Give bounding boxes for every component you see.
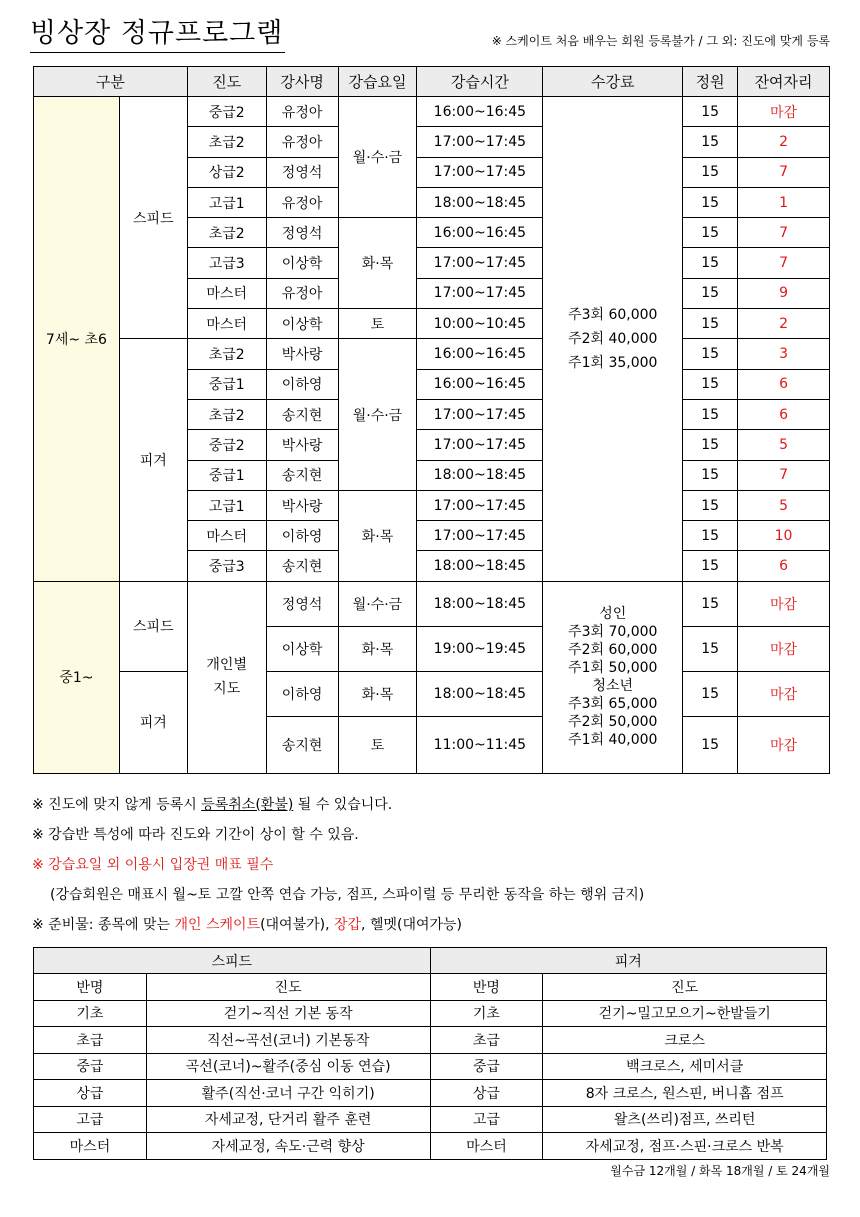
age-group-adult: 중1~ bbox=[34, 581, 120, 773]
remaining-cell: 마감 bbox=[738, 716, 830, 773]
remaining-cell: 9 bbox=[738, 278, 830, 308]
level-cell: 마스터 bbox=[187, 521, 266, 551]
fee-line: 주2회 40,000 bbox=[568, 330, 658, 347]
level-line: 개인별 bbox=[206, 657, 247, 674]
remaining-cell: 3 bbox=[738, 339, 830, 369]
class-name: 고급 bbox=[34, 1106, 147, 1133]
coach-cell: 정영석 bbox=[266, 157, 338, 187]
header-level: 진도 bbox=[187, 67, 266, 97]
level-cell: 중급2 bbox=[187, 97, 266, 127]
class-name: 상급 bbox=[430, 1080, 543, 1107]
days-cell: 화·목 bbox=[338, 671, 417, 716]
time-cell: 16:00~16:45 bbox=[417, 369, 543, 399]
remaining-cell: 6 bbox=[738, 399, 830, 429]
capacity-cell: 15 bbox=[683, 490, 738, 520]
time-cell: 17:00~17:45 bbox=[417, 278, 543, 308]
level-cell: 초급2 bbox=[187, 127, 266, 157]
coach-cell: 정영석 bbox=[266, 218, 338, 248]
time-cell: 18:00~18:45 bbox=[417, 581, 543, 626]
fee-line: 성인 bbox=[599, 606, 627, 623]
level-cell: 고급3 bbox=[187, 248, 266, 278]
table-row bbox=[34, 97, 830, 127]
note-text: (대여불가), bbox=[260, 917, 334, 933]
remaining-cell: 마감 bbox=[738, 626, 830, 671]
header-capacity: 정원 bbox=[683, 67, 738, 97]
class-desc: 걷기~밀고모으기~한발들기 bbox=[543, 1000, 827, 1027]
table-row bbox=[34, 1053, 827, 1080]
time-cell: 18:00~18:45 bbox=[417, 187, 543, 217]
coach-cell: 이상학 bbox=[266, 248, 338, 278]
remaining-cell: 2 bbox=[738, 309, 830, 339]
time-cell: 17:00~17:45 bbox=[417, 127, 543, 157]
col-class: 반명 bbox=[34, 974, 147, 1001]
note-text: 될 수 있습니다. bbox=[293, 797, 393, 813]
table-row bbox=[34, 1000, 827, 1027]
remaining-cell: 6 bbox=[738, 369, 830, 399]
time-cell: 11:00~11:45 bbox=[417, 716, 543, 773]
table-header-row bbox=[34, 67, 830, 97]
level-cell: 마스터 bbox=[187, 278, 266, 308]
class-desc: 백크로스, 세미서클 bbox=[543, 1053, 827, 1080]
note-emphasis: 개인 스케이트 bbox=[174, 917, 261, 933]
days-cell: 월·수·금 bbox=[338, 97, 417, 218]
coach-cell: 송지현 bbox=[266, 399, 338, 429]
table-row bbox=[34, 671, 830, 716]
capacity-cell: 15 bbox=[683, 278, 738, 308]
level-cell: 중급1 bbox=[187, 460, 266, 490]
capacity-cell: 15 bbox=[683, 399, 738, 429]
fee-line: 주3회 60,000 bbox=[568, 306, 658, 323]
capacity-cell: 15 bbox=[683, 671, 738, 716]
category-figure: 피겨 bbox=[119, 339, 187, 581]
class-name: 기초 bbox=[430, 1000, 543, 1027]
class-desc: 8자 크로스, 원스핀, 버니홉 점프 bbox=[543, 1080, 827, 1107]
category-figure: 피겨 bbox=[119, 671, 187, 773]
time-cell: 17:00~17:45 bbox=[417, 430, 543, 460]
note-line: (강습회원은 매표시 월~토 고깔 안쪽 연습 가능, 점프, 스파이럴 등 무리한 동작을 하는 행위 금지) bbox=[50, 887, 645, 903]
fee-line: 주1회 50,000 bbox=[568, 660, 658, 677]
schedule-table bbox=[33, 66, 830, 774]
note-text: ※ 준비물: 종목에 맞는 bbox=[32, 917, 175, 933]
remaining-cell: 1 bbox=[738, 187, 830, 217]
days-cell: 화·목 bbox=[338, 218, 417, 309]
level-figure-title: 피겨 bbox=[430, 948, 827, 974]
capacity-cell: 15 bbox=[683, 369, 738, 399]
remaining-cell: 2 bbox=[738, 127, 830, 157]
remaining-cell: 마감 bbox=[738, 97, 830, 127]
age-group-kids: 7세~ 초6 bbox=[34, 97, 120, 582]
table-row bbox=[34, 339, 830, 369]
table-row bbox=[34, 1080, 827, 1107]
capacity-cell: 15 bbox=[683, 97, 738, 127]
class-name: 기초 bbox=[34, 1000, 147, 1027]
note-emphasis: 등록취소(환불) bbox=[201, 797, 294, 813]
capacity-cell: 15 bbox=[683, 626, 738, 671]
class-name: 고급 bbox=[430, 1106, 543, 1133]
capacity-cell: 15 bbox=[683, 716, 738, 773]
time-cell: 18:00~18:45 bbox=[417, 551, 543, 581]
coach-cell: 정영석 bbox=[266, 581, 338, 626]
level-table bbox=[33, 947, 827, 1160]
note-line: ※ 강습반 특성에 따라 진도와 기간이 상이 할 수 있음. bbox=[32, 827, 359, 843]
level-cell: 초급2 bbox=[187, 339, 266, 369]
class-name: 마스터 bbox=[34, 1133, 147, 1160]
registration-note: ※ 스케이트 처음 배우는 회원 등록불가 / 그 외: 진도에 맞게 등록 bbox=[491, 34, 830, 48]
fee-line: 주3회 70,000 bbox=[568, 624, 658, 641]
class-name: 초급 bbox=[430, 1027, 543, 1054]
capacity-cell: 15 bbox=[683, 521, 738, 551]
coach-cell: 유정아 bbox=[266, 97, 338, 127]
level-cell: 상급2 bbox=[187, 157, 266, 187]
note-line bbox=[32, 790, 644, 820]
level-line: 지도 bbox=[213, 681, 241, 698]
time-cell: 17:00~17:45 bbox=[417, 490, 543, 520]
fee-line: 주2회 50,000 bbox=[568, 714, 658, 731]
fee-line: 주2회 60,000 bbox=[568, 642, 658, 659]
level-speed-title: 스피드 bbox=[34, 948, 431, 974]
time-cell: 16:00~16:45 bbox=[417, 218, 543, 248]
fee-line: 주1회 40,000 bbox=[568, 732, 658, 749]
header-remaining: 잔여자리 bbox=[738, 67, 830, 97]
capacity-cell: 15 bbox=[683, 460, 738, 490]
coach-cell: 이상학 bbox=[266, 309, 338, 339]
coach-cell: 송지현 bbox=[266, 551, 338, 581]
capacity-cell: 15 bbox=[683, 127, 738, 157]
coach-cell: 유정아 bbox=[266, 127, 338, 157]
fee-cell-adult bbox=[543, 581, 683, 773]
capacity-cell: 15 bbox=[683, 339, 738, 369]
time-cell: 10:00~10:45 bbox=[417, 309, 543, 339]
time-cell: 16:00~16:45 bbox=[417, 97, 543, 127]
coach-cell: 박사랑 bbox=[266, 339, 338, 369]
capacity-cell: 15 bbox=[683, 187, 738, 217]
class-desc: 자세교정, 속도·근력 향상 bbox=[146, 1133, 430, 1160]
class-desc: 직선~곡선(코너) 기본동작 bbox=[146, 1027, 430, 1054]
duration-footer: 월수금 12개월 / 화목 18개월 / 토 24개월 bbox=[610, 1164, 830, 1178]
class-desc: 왈츠(쓰리)점프, 쓰리턴 bbox=[543, 1106, 827, 1133]
time-cell: 18:00~18:45 bbox=[417, 671, 543, 716]
class-desc: 곡선(코너)~활주(중심 이동 연습) bbox=[146, 1053, 430, 1080]
coach-cell: 이하영 bbox=[266, 369, 338, 399]
level-cell: 초급2 bbox=[187, 399, 266, 429]
capacity-cell: 15 bbox=[683, 581, 738, 626]
time-cell: 18:00~18:45 bbox=[417, 460, 543, 490]
notes-section bbox=[32, 790, 644, 940]
time-cell: 17:00~17:45 bbox=[417, 521, 543, 551]
header-category: 구분 bbox=[34, 67, 188, 97]
table-row bbox=[34, 1027, 827, 1054]
class-desc: 자세교정, 점프·스핀·크로스 반복 bbox=[543, 1133, 827, 1160]
class-desc: 자세교정, 단거리 활주 훈련 bbox=[146, 1106, 430, 1133]
level-cell: 중급3 bbox=[187, 551, 266, 581]
note-text: , 헬멧(대여가능) bbox=[361, 917, 463, 933]
coach-cell: 유정아 bbox=[266, 278, 338, 308]
capacity-cell: 15 bbox=[683, 309, 738, 339]
capacity-cell: 15 bbox=[683, 551, 738, 581]
class-name: 중급 bbox=[430, 1053, 543, 1080]
time-cell: 17:00~17:45 bbox=[417, 399, 543, 429]
days-cell: 화·목 bbox=[338, 490, 417, 581]
fee-line: 주1회 35,000 bbox=[568, 354, 658, 371]
level-cell: 초급2 bbox=[187, 218, 266, 248]
coach-cell: 박사랑 bbox=[266, 430, 338, 460]
coach-cell: 이상학 bbox=[266, 626, 338, 671]
remaining-cell: 6 bbox=[738, 551, 830, 581]
class-name: 상급 bbox=[34, 1080, 147, 1107]
days-cell: 토 bbox=[338, 309, 417, 339]
col-class: 반명 bbox=[430, 974, 543, 1001]
coach-cell: 이하영 bbox=[266, 521, 338, 551]
note-emphasis: 장갑 bbox=[333, 917, 362, 933]
fee-line: 청소년 bbox=[592, 678, 634, 695]
level-cell-individual bbox=[187, 581, 266, 773]
note-text: ※ 진도에 맞지 않게 등록시 bbox=[32, 797, 202, 813]
table-row bbox=[34, 1133, 827, 1160]
level-cell: 고급1 bbox=[187, 187, 266, 217]
table-row bbox=[34, 1106, 827, 1133]
coach-cell: 유정아 bbox=[266, 187, 338, 217]
remaining-cell: 7 bbox=[738, 460, 830, 490]
coach-cell: 이하영 bbox=[266, 671, 338, 716]
days-cell: 토 bbox=[338, 716, 417, 773]
days-cell: 월·수·금 bbox=[338, 339, 417, 490]
coach-cell: 송지현 bbox=[266, 460, 338, 490]
remaining-cell: 5 bbox=[738, 490, 830, 520]
col-progress: 진도 bbox=[543, 974, 827, 1001]
class-desc: 크로스 bbox=[543, 1027, 827, 1054]
table-row bbox=[34, 581, 830, 626]
time-cell: 19:00~19:45 bbox=[417, 626, 543, 671]
level-cell: 고급1 bbox=[187, 490, 266, 520]
remaining-cell: 7 bbox=[738, 248, 830, 278]
level-cell: 중급1 bbox=[187, 369, 266, 399]
time-cell: 17:00~17:45 bbox=[417, 157, 543, 187]
level-cell: 마스터 bbox=[187, 309, 266, 339]
capacity-cell: 15 bbox=[683, 218, 738, 248]
note-line-warning: ※ 강습요일 외 이용시 입장권 매표 필수 bbox=[32, 857, 274, 873]
capacity-cell: 15 bbox=[683, 248, 738, 278]
remaining-cell: 10 bbox=[738, 521, 830, 551]
days-cell: 화·목 bbox=[338, 626, 417, 671]
coach-cell: 박사랑 bbox=[266, 490, 338, 520]
header-coach: 강사명 bbox=[266, 67, 338, 97]
time-cell: 17:00~17:45 bbox=[417, 248, 543, 278]
class-desc: 걷기~직선 기본 동작 bbox=[146, 1000, 430, 1027]
page-title: 빙상장 정규프로그램 bbox=[30, 18, 285, 53]
class-name: 마스터 bbox=[430, 1133, 543, 1160]
remaining-cell: 7 bbox=[738, 218, 830, 248]
category-speed: 스피드 bbox=[119, 581, 187, 671]
col-progress: 진도 bbox=[146, 974, 430, 1001]
remaining-cell: 7 bbox=[738, 157, 830, 187]
header-time: 강습시간 bbox=[417, 67, 543, 97]
category-speed: 스피드 bbox=[119, 97, 187, 339]
remaining-cell: 5 bbox=[738, 430, 830, 460]
remaining-cell: 마감 bbox=[738, 671, 830, 716]
note-line bbox=[32, 910, 644, 940]
fee-line: 주3회 65,000 bbox=[568, 696, 658, 713]
class-name: 초급 bbox=[34, 1027, 147, 1054]
fee-cell-kids bbox=[543, 97, 683, 582]
time-cell: 16:00~16:45 bbox=[417, 339, 543, 369]
capacity-cell: 15 bbox=[683, 430, 738, 460]
class-name: 중급 bbox=[34, 1053, 147, 1080]
class-desc: 활주(직선·코너 구간 익히기) bbox=[146, 1080, 430, 1107]
header-days: 강습요일 bbox=[338, 67, 417, 97]
capacity-cell: 15 bbox=[683, 157, 738, 187]
days-cell: 월·수·금 bbox=[338, 581, 417, 626]
remaining-cell: 마감 bbox=[738, 581, 830, 626]
level-cell: 중급2 bbox=[187, 430, 266, 460]
header-fee: 수강료 bbox=[543, 67, 683, 97]
coach-cell: 송지현 bbox=[266, 716, 338, 773]
